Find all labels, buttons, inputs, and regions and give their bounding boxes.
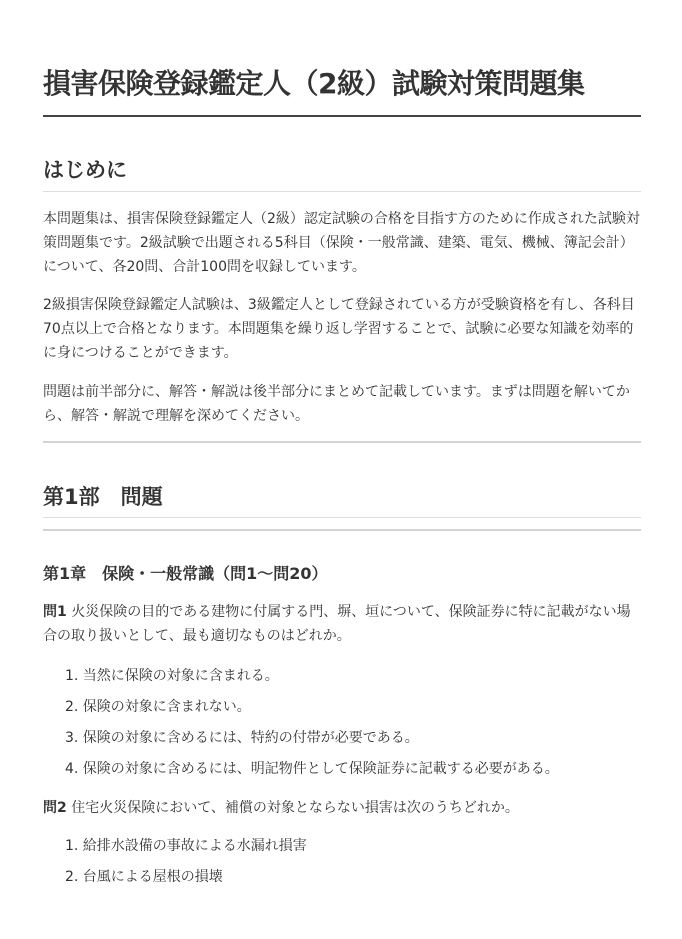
question-2-options [65,836,641,898]
intro-heading-divider [43,191,641,192]
question-2-text: 住宅火災保険において、補償の対象とならない損害は次のうちどれか。 [71,800,519,816]
question-1-option-2: 2. 保険の対象に含まれない。 [65,699,251,715]
part1-heading-divider [43,517,641,518]
intro-heading: はじめに [43,158,127,182]
question-1-option-3: 3. 保険の対象に含めるには、特約の付帯が必要である。 [65,730,419,746]
title-divider [43,115,641,117]
question-1 [43,600,641,648]
question-1-options [65,666,641,790]
intro-paragraph-2: 2級損害保険登録鑑定人試験は、3級鑑定人として登録されている方が受験資格を有し、各科目70点以上で合格となります。本問題集を繰り返し学習することで、試験に必要な知識を効率的に身につけることができます。 [43,297,635,361]
document-title: 損害保険登録鑑定人（2級）試験対策問題集 [43,67,585,100]
question-1-option-1: 1. 当然に保険の対象に含まれる。 [65,668,279,684]
section-divider [43,441,641,443]
question-1-text: 火災保険の目的である建物に付属する門、塀、垣について、保険証券に特に記載がない場合の取り扱いとして、最も適切なものはどれか。 [43,604,631,644]
question-1-option-4: 4. 保険の対象に含めるには、明記物件として保険証券に記載する必要がある。 [65,761,559,777]
question-2-option-1: 1. 給排水設備の事故による水漏れ損害 [65,838,307,854]
chapter1-heading: 第1章 保険・一般常識（問1〜問20） [43,564,328,583]
intro-paragraph-1: 本問題集は、損害保険登録鑑定人（2級）認定試験の合格を目指す方のために作成された試験対策問題集です。2級試験で出題される5科目（保険・一般常識、建築、電気、機械、簿記会計）について、各20問、合計100問を収録しています。 [43,211,640,275]
question-2-option-2: 2. 台風による屋根の損壊 [65,869,223,885]
question-2-label: 問2 [43,800,67,816]
question-2 [43,796,641,820]
part1-section-divider [43,529,641,531]
intro-paragraph-3: 問題は前半部分に、解答・解説は後半部分にまとめて記載しています。まずは問題を解いてから、解答・解説で理解を深めてください。 [43,384,630,424]
question-1-label: 問1 [43,604,67,620]
part1-heading: 第1部 問題 [43,485,163,509]
